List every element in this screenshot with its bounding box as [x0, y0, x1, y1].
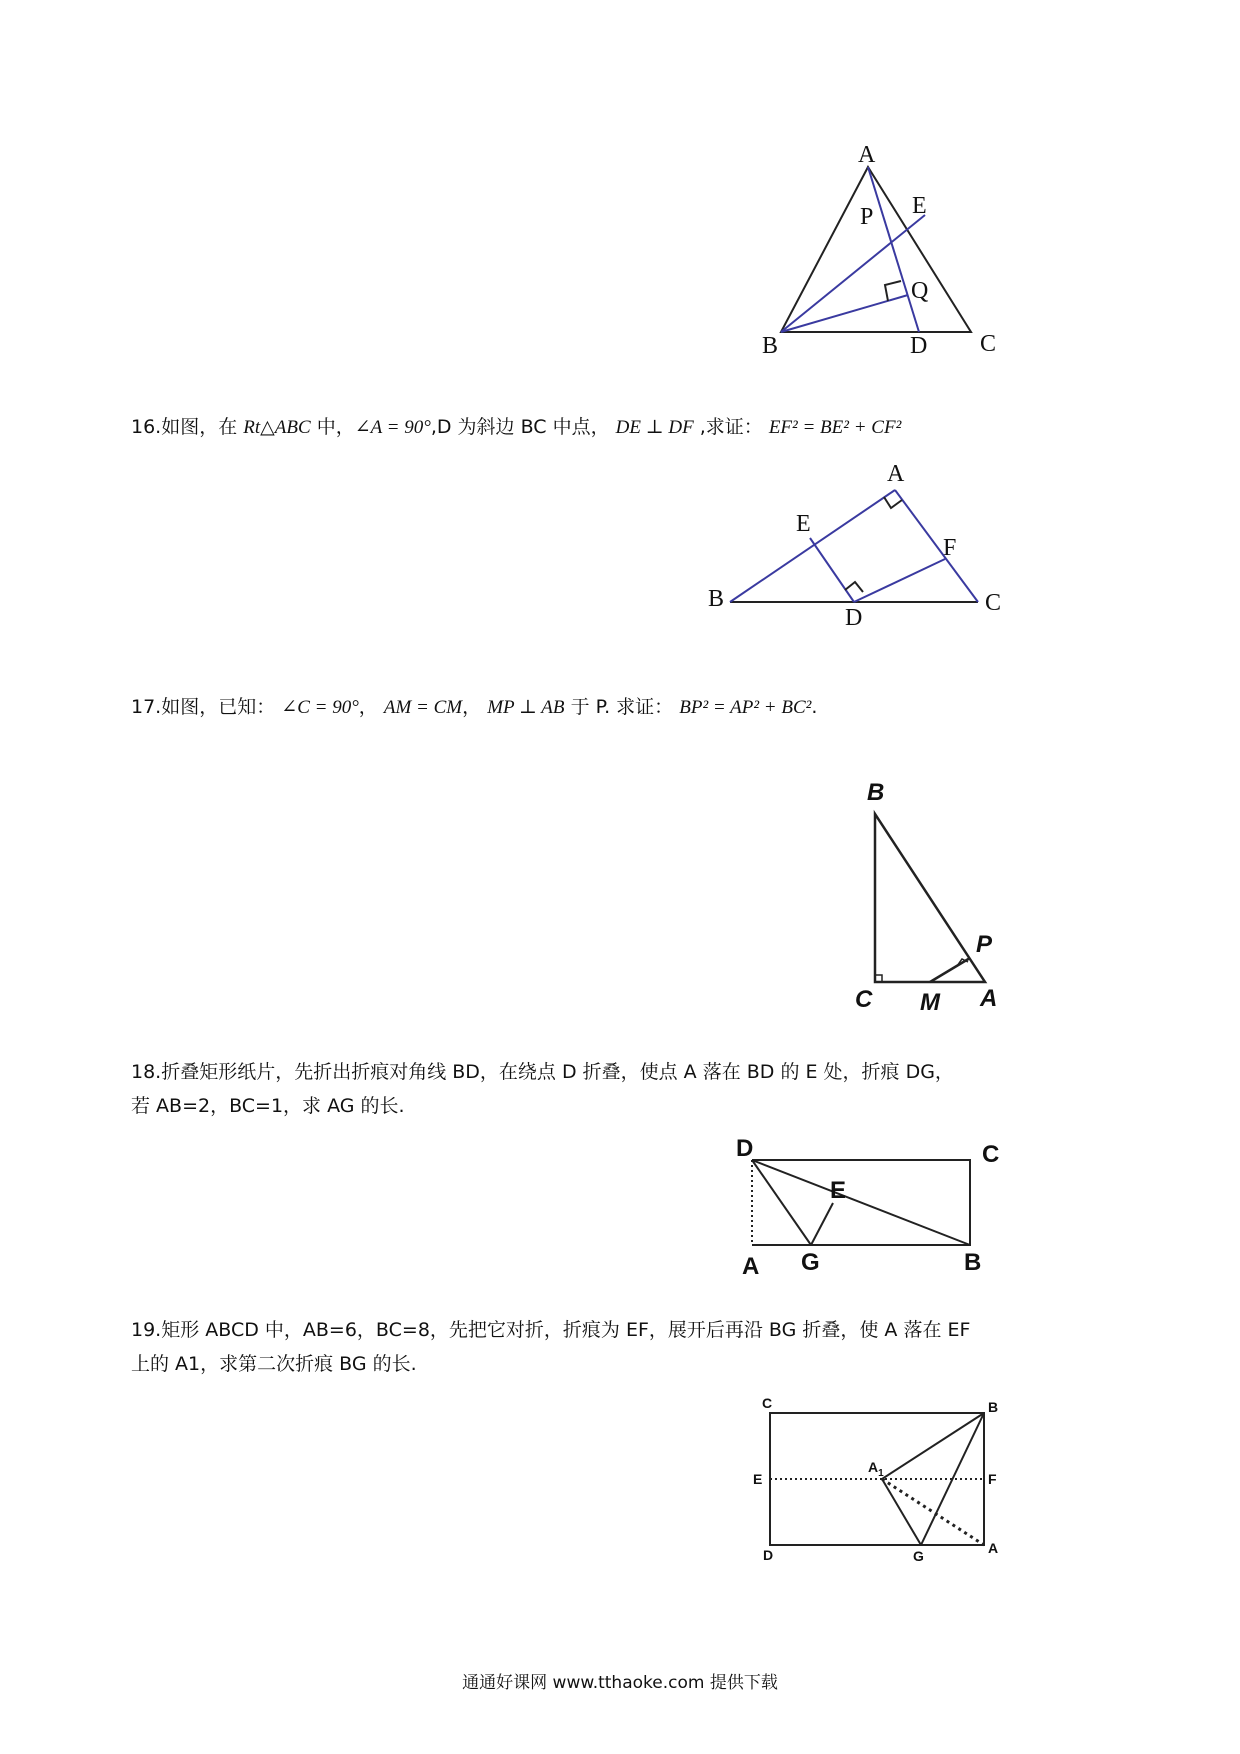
label-c: C [982, 1141, 1000, 1168]
label-g: G [913, 1548, 924, 1564]
question-18: 18.折叠矩形纸片，先折出折痕对角线 BD，在绕点 D 折叠，使点 A 落在 BD 的 E 处，折痕 DG， 若 AB=2，BC=1，求 AG 的长. [131, 1061, 954, 1117]
figure-18-rectangle-fold [720, 1120, 1020, 1280]
question-number: 17. [131, 696, 162, 718]
label-a: A [988, 1540, 999, 1556]
label-d: D [763, 1547, 774, 1563]
label-a: A [980, 985, 998, 1012]
label-e: E [753, 1471, 763, 1487]
label-f: F [988, 1471, 997, 1487]
label-b: B [964, 1249, 982, 1276]
label-d: D [910, 333, 928, 359]
question-number: 16. [131, 416, 162, 438]
label-c: C [980, 331, 997, 357]
question-number: 19. [131, 1319, 162, 1341]
question-number: 18. [131, 1061, 162, 1083]
label-e: E [796, 511, 811, 537]
label-f: F [943, 535, 957, 561]
question-16: 16.如图，在 Rt△ABC 中，∠A = 90°,D 为斜边 BC 中点， DE ⊥ DF ,求证： EF² = BE² + CF² [131, 416, 902, 438]
label-m: M [920, 989, 940, 1016]
figure-15-triangle [760, 140, 1020, 360]
label-a: A [887, 461, 905, 487]
label-c: C [762, 1395, 773, 1411]
label-p: P [860, 204, 874, 230]
label-b: B [988, 1399, 999, 1415]
label-p: P [976, 931, 993, 958]
label-a: A [858, 142, 876, 168]
page-footer: 通通好课网 www.tthaoke.com 提供下载 [462, 1673, 778, 1693]
label-a: A [742, 1253, 760, 1280]
label-e: E [830, 1177, 847, 1204]
label-g: G [801, 1249, 820, 1276]
question-19: 19.矩形 ABCD 中，AB=6，BC=8，先把它对折，折痕为 EF，展开后再沿 BG 折叠，使 A 落在 EF 上的 A1，求第二次折痕 BG 的长. [131, 1319, 971, 1375]
label-b: B [867, 779, 885, 806]
label-e: E [912, 193, 927, 219]
label-d: D [736, 1135, 754, 1162]
label-a1: $A_1$ [868, 1459, 884, 1479]
label-b: B [762, 333, 779, 359]
figure-17-right-triangle [840, 770, 1020, 1020]
label-q: Q [911, 278, 929, 304]
figure-16-triangle [700, 455, 1010, 630]
label-b: B [708, 586, 725, 612]
label-c: C [855, 986, 873, 1013]
figure-19-rectangle-fold [750, 1390, 1020, 1570]
label-d: D [845, 605, 863, 631]
question-17: 17.如图，已知： ∠C = 90°， AM = CM， MP ⊥ AB 于 P. 求证： BP² = AP² + BC². [131, 696, 818, 718]
label-c: C [985, 590, 1002, 616]
